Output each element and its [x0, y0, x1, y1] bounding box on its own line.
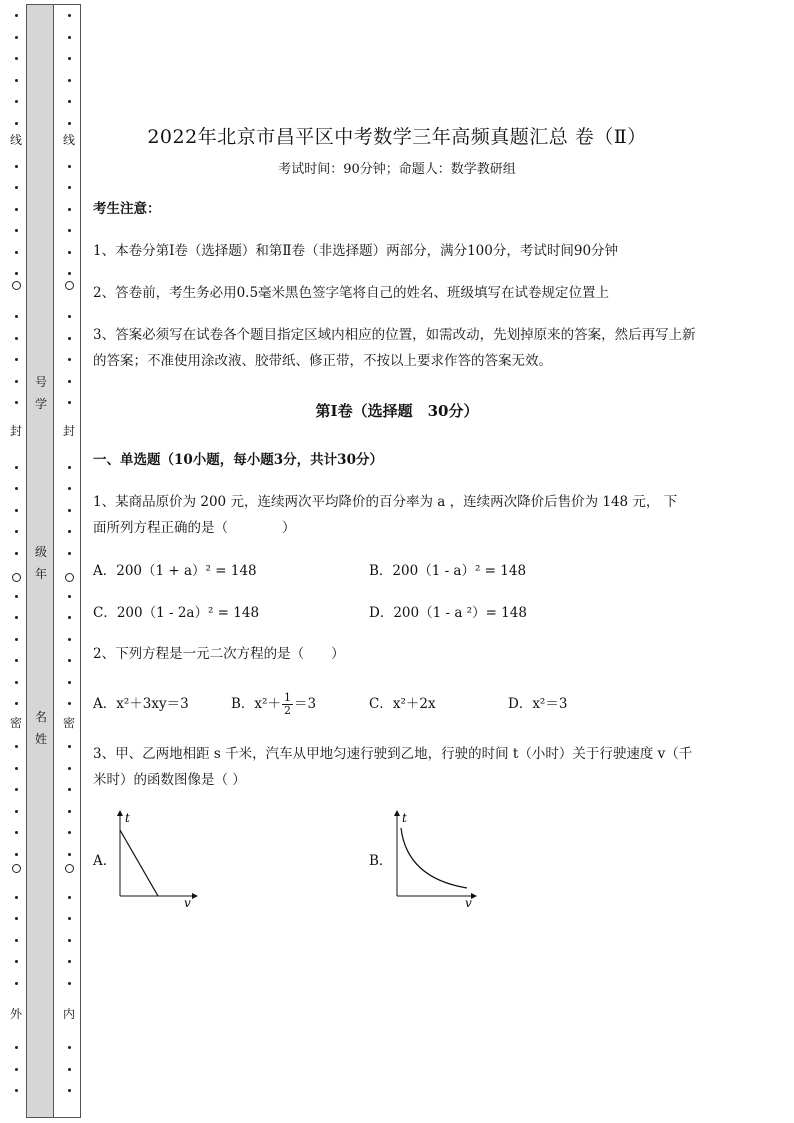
seal-dot	[15, 982, 18, 985]
vertical-char: 级	[34, 545, 47, 559]
q1-option-a: A．200（1 + a）² = 148	[93, 563, 257, 579]
seal-dot	[68, 79, 71, 82]
seal-circle	[12, 281, 21, 290]
q1-option-d: D．200（1 - a ²）= 148	[369, 605, 527, 621]
seal-dot	[68, 358, 71, 361]
seal-dot	[15, 358, 18, 361]
seal-dot	[15, 229, 18, 232]
seal-dot	[68, 14, 71, 17]
seal-dot	[68, 638, 71, 641]
q2-fraction-numerator: 1	[283, 691, 291, 704]
q2-option-d: D．x²＝3	[508, 696, 568, 712]
seal-dot	[15, 79, 18, 82]
seal-dot	[68, 315, 71, 318]
seal-dot	[15, 36, 18, 39]
outer-seal-mark-wai	[9, 1007, 23, 1021]
field-name	[34, 710, 48, 754]
seal-dot	[68, 487, 71, 490]
seal-dot	[15, 767, 18, 770]
notice-item-2: 2、答卷前，考生务必用0.5毫米黑色签字笔将自己的姓名、班级填写在试卷规定位置上	[93, 285, 610, 301]
vertical-char: 学	[34, 397, 47, 411]
seal-dot	[68, 337, 71, 340]
q2-option-b	[231, 691, 316, 717]
vertical-char: 封	[62, 424, 75, 438]
seal-dot	[68, 1046, 71, 1049]
seal-dot	[68, 960, 71, 963]
q3-stem-line-1: 3、甲、乙两地相距 s 千米，汽车从甲地匀速行驶到乙地，行驶的时间 t（小时）关于行驶速度 v（千	[93, 746, 693, 762]
seal-dot	[15, 939, 18, 942]
vertical-char: 年	[34, 567, 47, 581]
seal-circle	[65, 573, 74, 582]
q3-b-t-label: t	[402, 811, 407, 825]
seal-dot	[15, 509, 18, 512]
page-title: 2022年北京市昌平区中考数学三年高频真题汇总 卷（Ⅱ）	[147, 126, 647, 148]
q1-stem-line-2: 面所列方程正确的是（ ）	[93, 520, 296, 536]
notice-item-3-line-2: 的答案；不准使用涂改液、胶带纸、修正带，不按以上要求作答的答案无效。	[93, 353, 552, 369]
seal-dot	[68, 552, 71, 555]
seal-dot	[15, 638, 18, 641]
seal-dot	[68, 659, 71, 662]
seal-dot	[15, 595, 18, 598]
q1-option-b: B．200（1 - a）² = 148	[369, 563, 527, 579]
seal-dot	[68, 616, 71, 619]
seal-circle	[12, 573, 21, 582]
vertical-char: 外	[9, 1007, 22, 1021]
seal-dot	[68, 788, 71, 791]
vertical-char: 线	[9, 133, 22, 147]
seal-dot	[68, 251, 71, 254]
seal-dot	[15, 681, 18, 684]
q3-a-v-label: v	[184, 896, 191, 908]
q3-b-t-arrow	[394, 810, 400, 816]
seal-dot	[15, 552, 18, 555]
seal-dot	[15, 960, 18, 963]
q3-a-v-arrow	[192, 893, 198, 899]
vertical-char: 内	[62, 1007, 75, 1021]
seal-dot	[68, 745, 71, 748]
seal-dot	[68, 186, 71, 189]
q3-stem-line-2: 米时）的函数图像是（ ）	[93, 772, 246, 788]
seal-dot	[15, 530, 18, 533]
seal-dot	[15, 1089, 18, 1092]
section-title: 第Ⅰ卷（选择题 30分）	[315, 402, 479, 420]
seal-dot	[68, 810, 71, 813]
seal-dot	[15, 186, 18, 189]
q2-option-a: A．x²＋3xy＝3	[93, 696, 189, 712]
q3-option-b-label: B．	[369, 853, 393, 869]
q2-fraction-denominator: 2	[283, 704, 291, 717]
q3-graph-b	[385, 808, 480, 908]
q3-b-hyperbola-curve	[401, 828, 467, 888]
vertical-char: 密	[9, 716, 22, 730]
q2-option-b-prefix: B．x²＋	[231, 696, 281, 712]
seal-dot	[15, 208, 18, 211]
seal-dot	[15, 14, 18, 17]
seal-dot	[68, 380, 71, 383]
q1-stem-line-1: 1、某商品原价为 200 元，连续两次平均降价的百分率为 a ，连续两次降价后售价为 148 元， 下	[93, 494, 678, 510]
seal-circle	[65, 864, 74, 873]
seal-dot	[68, 896, 71, 899]
vertical-char: 密	[62, 716, 75, 730]
seal-dot	[15, 853, 18, 856]
seal-dot	[15, 788, 18, 791]
seal-dot	[68, 595, 71, 598]
seal-dot	[68, 509, 71, 512]
seal-dot	[15, 616, 18, 619]
outer-seal-mark-mi	[9, 716, 23, 730]
q2-stem: 2、下列方程是一元二次方程的是（ ）	[93, 646, 345, 662]
seal-dot	[68, 831, 71, 834]
q3-b-v-label: v	[465, 896, 472, 908]
seal-dot	[15, 745, 18, 748]
seal-dot	[68, 982, 71, 985]
seal-dot	[68, 100, 71, 103]
seal-dot	[15, 315, 18, 318]
seal-dot	[15, 1046, 18, 1049]
seal-dot	[68, 702, 71, 705]
seal-dot	[15, 831, 18, 834]
seal-dot	[68, 1068, 71, 1071]
q3-a-linear-line	[120, 830, 158, 896]
seal-dot	[68, 853, 71, 856]
seal-dot	[15, 1068, 18, 1071]
seal-dot	[68, 917, 71, 920]
vertical-char: 名	[34, 710, 47, 724]
inner-seal-mark-mi	[62, 716, 76, 730]
seal-dot	[68, 229, 71, 232]
q2-option-b-suffix: ＝3	[293, 696, 317, 712]
seal-dot	[68, 208, 71, 211]
notice-heading: 考生注意：	[93, 201, 161, 217]
seal-dot	[15, 337, 18, 340]
seal-dot	[15, 702, 18, 705]
q3-option-a-label: A．	[93, 853, 117, 869]
q3-a-t-label: t	[125, 811, 130, 825]
q3-b-v-arrow	[471, 893, 477, 899]
exam-info: 考试时间：90分钟；命题人：数学教研组	[278, 162, 516, 177]
seal-circle	[65, 281, 74, 290]
seal-dot	[68, 767, 71, 770]
seal-dot	[68, 272, 71, 275]
part-heading: 一、单选题（10小题，每小题3分，共计30分）	[93, 452, 383, 468]
seal-dot	[15, 100, 18, 103]
vertical-char: 号	[34, 375, 47, 389]
seal-dot	[68, 681, 71, 684]
inner-seal-mark-nei	[62, 1007, 76, 1021]
q3-a-t-arrow	[117, 810, 123, 816]
seal-dot	[15, 810, 18, 813]
outer-seal-mark-feng	[9, 424, 23, 438]
q1-option-c: C．200（1 - 2a）² = 148	[93, 605, 260, 621]
seal-dot	[68, 1089, 71, 1092]
field-grade	[34, 545, 48, 589]
seal-dot	[15, 380, 18, 383]
q3-graph-a	[108, 808, 198, 908]
vertical-char: 封	[9, 424, 22, 438]
notice-item-1: 1、本卷分第Ⅰ卷（选择题）和第Ⅱ卷（非选择题）两部分，满分100分，考试时间90分钟	[93, 243, 619, 259]
seal-dot	[15, 57, 18, 60]
vertical-char: 姓	[34, 732, 47, 746]
vertical-char: 线	[62, 133, 75, 147]
seal-dot	[68, 466, 71, 469]
seal-dot	[15, 917, 18, 920]
seal-circle	[12, 864, 21, 873]
seal-dot	[15, 272, 18, 275]
seal-dot	[15, 659, 18, 662]
seal-dot	[15, 466, 18, 469]
seal-dot	[15, 896, 18, 899]
seal-dot	[15, 487, 18, 490]
seal-dot	[68, 939, 71, 942]
seal-dot	[15, 251, 18, 254]
seal-dot	[68, 530, 71, 533]
inner-seal-mark-feng	[62, 424, 76, 438]
q2-fraction	[282, 692, 293, 717]
q2-option-c: C．x²＋2x	[369, 696, 436, 712]
seal-dot	[68, 36, 71, 39]
notice-item-3-line-1: 3、答案必须写在试卷各个题目指定区域内相应的位置，如需改动，先划掉原来的答案，然后再写上新	[93, 327, 696, 343]
seal-dot	[68, 57, 71, 60]
